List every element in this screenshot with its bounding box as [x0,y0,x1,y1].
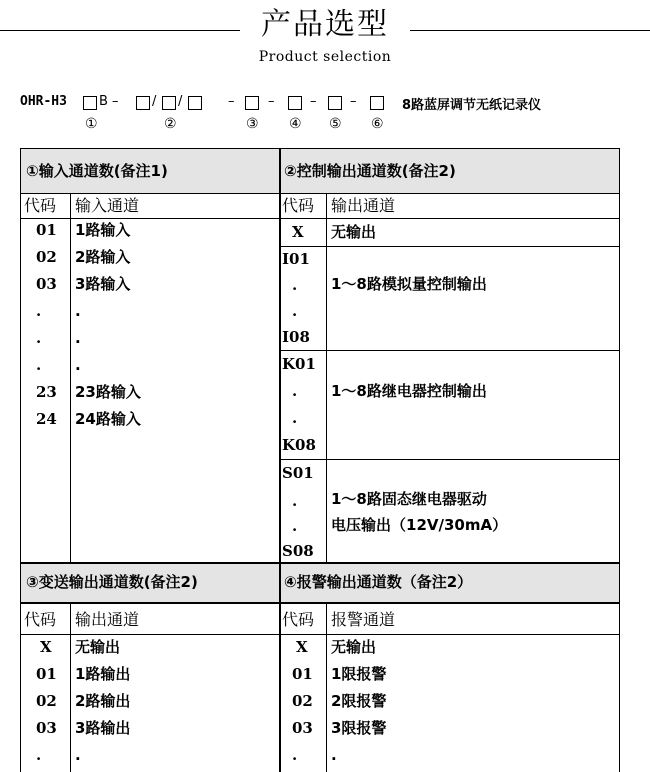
dash: – [112,94,119,109]
table-row-code: 02 [36,692,57,710]
table-row-code: 03 [292,719,313,737]
dash: – [268,94,275,109]
page-title: 产品选型 [261,7,389,42]
table-row-code: X [40,638,52,656]
table-row-code: . [292,409,298,427]
transmit-code-header: 代码 [24,610,57,629]
control-channel-header: 输出通道 [331,196,396,215]
control-section-title: ②控制输出通道数(备注2) [284,162,456,180]
position-number: ① [85,116,98,132]
transmit-section-title: ③变送输出通道数(备注2) [26,573,198,591]
table-row-name: 1～8路固态继电器驱动 [331,490,487,508]
dash: – [310,94,317,109]
title-rule-right [410,30,650,31]
input-section-title: ①输入通道数(备注1) [26,162,168,180]
table-row-name: . [75,329,81,347]
position-number: ③ [246,116,259,132]
table-row-code: . [36,329,42,347]
code-box-2b [162,96,176,110]
table-row-code: S08 [282,542,314,560]
row-divider [280,350,620,351]
table-row-name: 1路输入 [75,221,131,239]
position-number: ⑤ [329,116,342,132]
table-row-name: 无输出 [331,223,377,241]
table-row-name: 无输出 [75,638,121,656]
table-row-code: 01 [36,221,57,239]
row-divider [280,246,620,247]
column-divider [70,602,71,772]
table-row-code: 23 [36,383,57,401]
row-divider [20,634,620,635]
row-divider [20,193,620,194]
control-code-header: 代码 [282,196,315,215]
table-row-name: 2限报警 [331,692,387,710]
dash: – [228,94,235,109]
code-box-3 [245,96,259,110]
table-row-code: 03 [36,719,57,737]
table-row-name: . [75,302,81,320]
table-row-name: 1～8路模拟量控制输出 [331,275,487,293]
model-prefix: OHR-H3 [20,94,67,109]
table-row-name: 3限报警 [331,719,387,737]
table-row-code: 02 [292,692,313,710]
table-row-code: 24 [36,410,57,428]
input-code-header: 代码 [24,196,57,215]
table-row-code: X [296,638,308,656]
table-row-code: I01 [282,250,310,268]
table-row-code: . [292,492,298,510]
table-row-code: 03 [36,275,57,293]
code-box-1 [83,96,97,110]
table-row-name: 3路输入 [75,275,131,293]
column-divider [326,193,327,563]
table-row-code: K08 [282,436,316,454]
position-number: ④ [289,116,302,132]
table-row-code: X [292,223,304,241]
code-box-5 [328,96,342,110]
title-rule-left [0,30,240,31]
table-row-name: . [75,746,81,764]
table-row-code: 02 [36,248,57,266]
dash: – [350,94,357,109]
position-number: ② [164,116,177,132]
transmit-channel-header: 输出通道 [75,610,140,629]
table-row-code: K01 [282,355,316,373]
alarm-section-title: ④报警输出通道数（备注2） [284,573,473,591]
table-row-name: . [331,746,337,764]
table-row-name: 电压输出（12V/30mA） [331,516,508,534]
table-row-code: I08 [282,328,310,346]
table-row-code: 01 [292,665,313,683]
table-row-name: 3路输出 [75,719,131,737]
code-box-6 [370,96,384,110]
code-box-2a [136,96,150,110]
table-row-name: 1限报警 [331,665,387,683]
input-channel-header: 输入通道 [75,196,140,215]
alarm-code-header: 代码 [282,610,315,629]
code-box-4 [288,96,302,110]
table-row-name: 1～8路继电器控制输出 [331,382,487,400]
table-row-code: . [292,746,298,764]
alarm-channel-header: 报警通道 [331,610,396,629]
model-description: 8路蓝屏调节无纸记录仪 [402,98,542,113]
column-divider [326,602,327,772]
slash: / [178,94,183,109]
code-box-2c [188,96,202,110]
table-row-code: . [36,302,42,320]
table-row-name: 23路输入 [75,383,141,401]
slash: / [152,94,157,109]
table-row-name: 2路输入 [75,248,131,266]
table-row-code: . [36,746,42,764]
table-row-name: 24路输入 [75,410,141,428]
column-divider [279,148,281,772]
table-row-name: 1路输出 [75,665,131,683]
table-row-code: . [292,302,298,320]
table-row-code: 01 [36,665,57,683]
column-divider [70,193,71,563]
table-row-code: . [36,356,42,374]
table-row-code: . [292,382,298,400]
section-divider [20,562,620,564]
table-row-name: . [75,356,81,374]
table-row-name: 无输出 [331,638,377,656]
table-row-code: S01 [282,464,314,482]
table-row-name: 2路输出 [75,692,131,710]
model-b-char: B [99,94,108,109]
table-row-code: . [292,517,298,535]
position-number: ⑥ [371,116,384,132]
table-row-code: . [292,276,298,294]
row-divider [280,459,620,460]
page-subtitle: Product selection [258,49,392,65]
section-divider [20,602,620,604]
